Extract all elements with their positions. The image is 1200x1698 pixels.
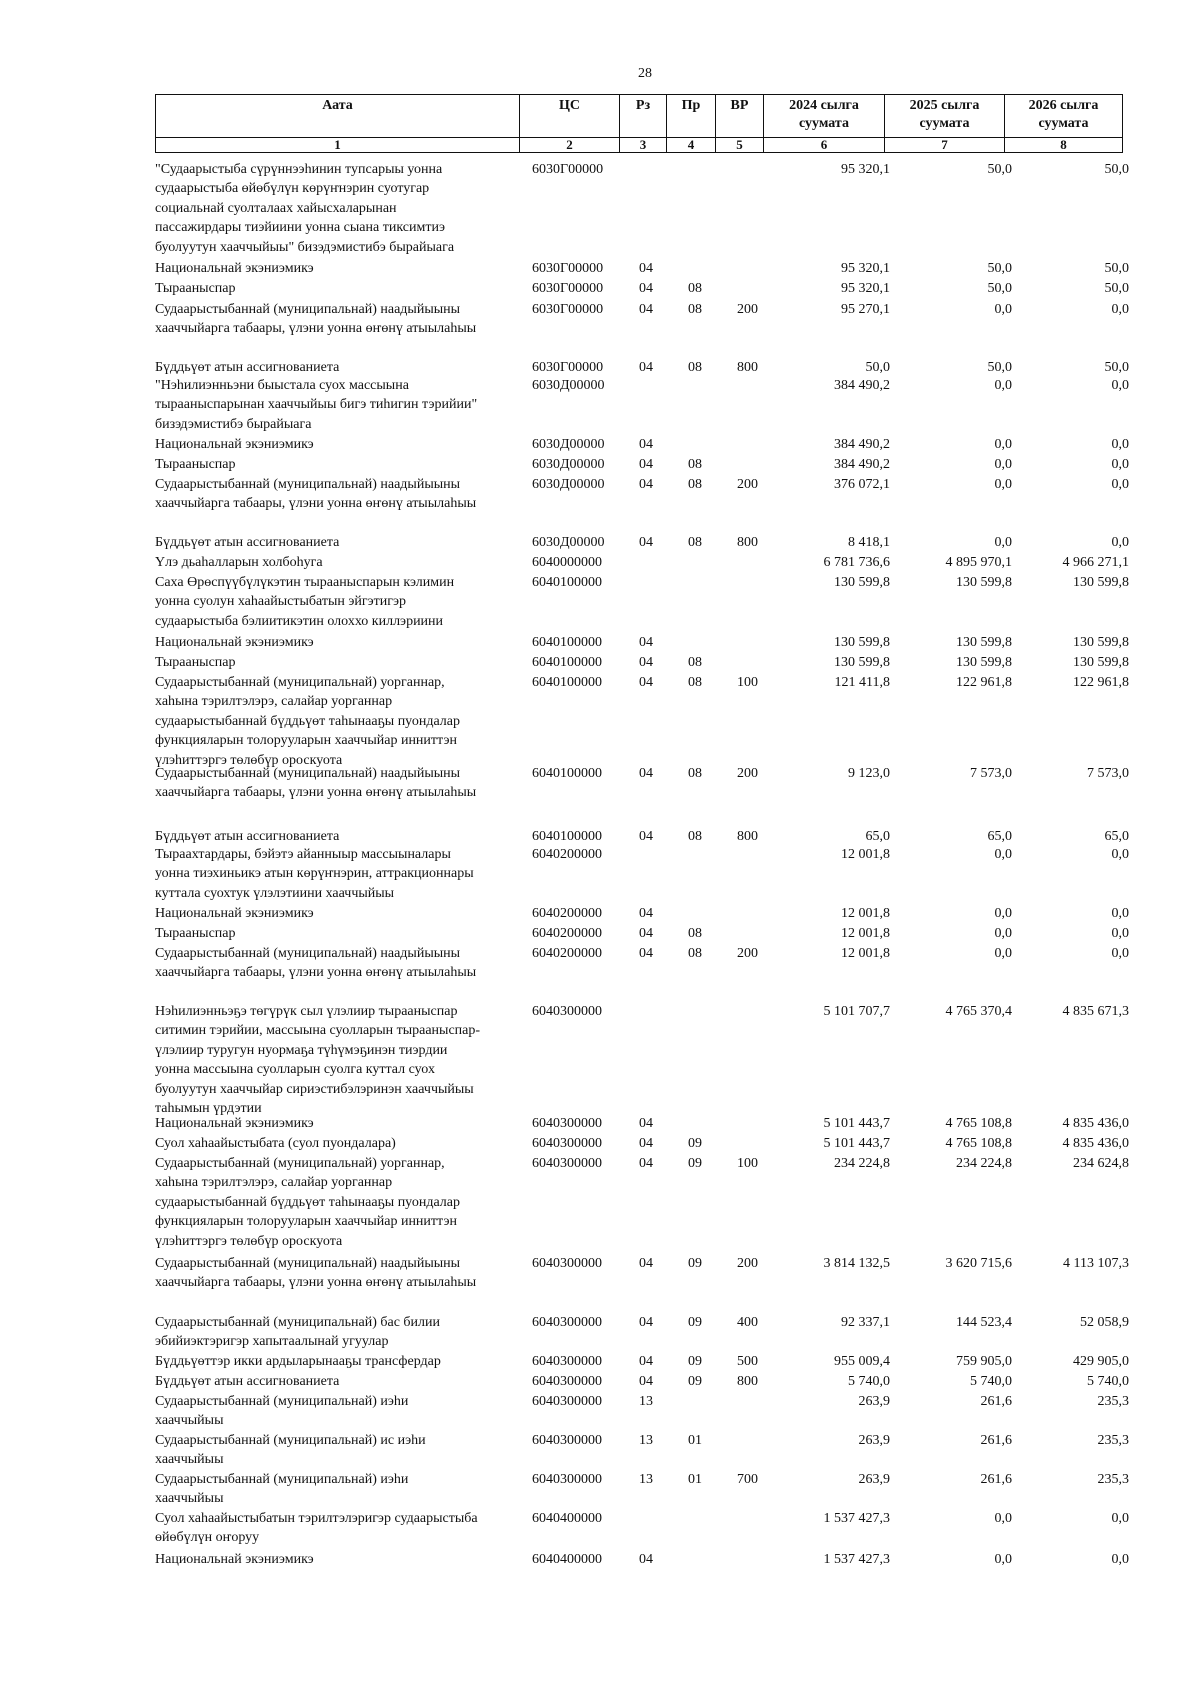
- row-2025: 3 620 715,6: [945, 1256, 1012, 1271]
- row-2025: 130 599,8: [956, 635, 1012, 650]
- row-2024: 95 270,1: [841, 302, 890, 317]
- row-2024: 65,0: [865, 829, 890, 844]
- row-2025: 0,0: [994, 477, 1012, 492]
- row-2024: 234 224,8: [834, 1156, 890, 1171]
- row-pr: 08: [688, 926, 702, 941]
- header-num-1: 1: [156, 138, 520, 153]
- table-header: [155, 94, 1123, 153]
- row-name: Судаарыстыбаннай (муниципальнай) наадыйыыны хааччыйарга табаары, үлэни уонна өҥөнү атыылаһыы: [155, 1256, 477, 1291]
- row-rz: 04: [639, 675, 653, 690]
- row-2025: 0,0: [994, 457, 1012, 472]
- row-name: Судаарыстыбаннай (муниципальнай) ис иэһи хааччыйыы: [155, 1433, 426, 1468]
- row-2026: 4 113 107,3: [1063, 1256, 1129, 1271]
- row-rz: 04: [639, 477, 653, 492]
- row-2026: 0,0: [1111, 847, 1129, 862]
- row-name: Тырааныспар: [155, 457, 236, 472]
- row-2025: 50,0: [987, 281, 1012, 296]
- row-rz: 04: [639, 1156, 653, 1171]
- header-numbers-row: [156, 138, 1123, 153]
- row-cs: 6030Д00000: [532, 437, 605, 452]
- header-num-6: 6: [764, 138, 885, 153]
- row-cs: 6030Д00000: [532, 378, 605, 393]
- row-name: Бүддьүөт атын ассигнованиета: [155, 1374, 340, 1389]
- row-rz: 04: [639, 1136, 653, 1151]
- row-2026: 235,3: [1097, 1394, 1129, 1409]
- row-vr: 200: [737, 766, 758, 781]
- row-name: Судаарыстыбаннай (муниципальнай) наадыйыыны хааччыйарга табаары, үлэни уонна өҥөнү атыылаһыы: [155, 766, 477, 801]
- row-vr: 200: [737, 946, 758, 961]
- row-2024: 130 599,8: [834, 655, 890, 670]
- row-pr: 08: [688, 302, 702, 317]
- header-num-5: 5: [716, 138, 764, 153]
- row-vr: 100: [737, 1156, 758, 1171]
- row-2024: 3 814 132,5: [823, 1256, 890, 1271]
- row-pr: 08: [688, 535, 702, 550]
- row-name: Суол хаһаайыстыбатын тэрилтэлэригэр судаарыстыба өйөбүлүн оҥоруу: [155, 1511, 478, 1546]
- row-rz: 04: [639, 1256, 653, 1271]
- row-name: Бүддьүөт атын ассигнованиета: [155, 535, 340, 550]
- header-name: Аата: [156, 95, 520, 138]
- row-cs: 6040300000: [532, 1433, 602, 1448]
- header-vr: ВР: [716, 95, 764, 138]
- row-2024: 50,0: [865, 360, 890, 375]
- row-2026: 4 835 671,3: [1062, 1004, 1129, 1019]
- row-2025: 759 905,0: [956, 1354, 1012, 1369]
- row-rz: 04: [639, 1374, 653, 1389]
- row-2026: 0,0: [1111, 946, 1129, 961]
- row-2025: 0,0: [994, 302, 1012, 317]
- row-2025: 130 599,8: [956, 575, 1012, 590]
- row-2024: 263,9: [858, 1472, 890, 1487]
- row-2026: 4 966 271,1: [1062, 555, 1129, 570]
- row-name: Судаарыстыбаннай (муниципальнай) уорганнар, хаһына тэрилтэлэрэ, салайар уорганнар судаарыстыбаннай бүддьүөт таһынааҕы пуондалар функцияларын толорууларын хааччыйар инниттэн үлэһиттэргэ төлөбүр ороскуота: [155, 1156, 460, 1249]
- row-cs: 6040200000: [532, 906, 602, 921]
- row-name: Национальнай экэниэмикэ: [155, 635, 314, 650]
- row-2026: 50,0: [1104, 162, 1129, 177]
- row-name: Судаарыстыбаннай (муниципальнай) наадыйыыны хааччыйарга табаары, үлэни уонна өҥөнү атыылаһыы: [155, 477, 477, 512]
- row-2026: 0,0: [1111, 437, 1129, 452]
- row-2024: 1 537 427,3: [823, 1552, 890, 1567]
- header-num-7: 7: [885, 138, 1005, 153]
- row-name: Национальнай экэниэмикэ: [155, 261, 314, 276]
- row-2026: 0,0: [1111, 457, 1129, 472]
- row-2025: 261,6: [980, 1433, 1012, 1448]
- row-name: Судаарыстыбаннай (муниципальнай) бас билии эбийиэктэригэр хапытаалынай угуулар: [155, 1315, 441, 1350]
- row-2026: 7 573,0: [1087, 766, 1129, 781]
- row-cs: 6030Д00000: [532, 457, 605, 472]
- row-cs: 6040400000: [532, 1552, 602, 1567]
- row-rz: 04: [639, 946, 653, 961]
- row-2024: 95 320,1: [841, 261, 890, 276]
- row-name: Суол хаһаайыстыбата (суол пуондалара): [155, 1136, 396, 1151]
- row-rz: 04: [639, 1354, 653, 1369]
- header-2026: 2026 сылга суумата: [1005, 95, 1123, 138]
- row-rz: 04: [639, 926, 653, 941]
- row-cs: 6040300000: [532, 1156, 602, 1171]
- row-cs: 6040200000: [532, 926, 602, 941]
- row-2024: 9 123,0: [848, 766, 890, 781]
- row-rz: 13: [639, 1394, 653, 1409]
- row-2024: 92 337,1: [841, 1315, 890, 1330]
- row-2025: 50,0: [987, 360, 1012, 375]
- row-pr: 01: [688, 1472, 702, 1487]
- row-2025: 65,0: [987, 829, 1012, 844]
- row-vr: 200: [737, 1256, 758, 1271]
- row-2024: 121 411,8: [834, 675, 890, 690]
- row-name: Тыраахтардары, бэйэтэ айанныыр массыыналары уонна тиэхиньикэ атын көрүҥнэрин, аттракционнары куттала суохтук үлэлэтиини хааччыйыы: [155, 847, 474, 901]
- row-2026: 0,0: [1111, 477, 1129, 492]
- row-rz: 04: [639, 457, 653, 472]
- row-2025: 130 599,8: [956, 655, 1012, 670]
- header-num-4: 4: [667, 138, 716, 153]
- row-cs: 6040300000: [532, 1315, 602, 1330]
- row-pr: 09: [688, 1156, 702, 1171]
- row-rz: 04: [639, 261, 653, 276]
- row-cs: 6030Д00000: [532, 477, 605, 492]
- row-name: Бүддьүөт атын ассигнованиета: [155, 829, 340, 844]
- row-pr: 08: [688, 457, 702, 472]
- row-2025: 0,0: [994, 926, 1012, 941]
- row-2026: 235,3: [1097, 1433, 1129, 1448]
- row-2024: 263,9: [858, 1394, 890, 1409]
- row-cs: 6040100000: [532, 675, 602, 690]
- row-2024: 1 537 427,3: [823, 1511, 890, 1526]
- header-num-2: 2: [520, 138, 620, 153]
- row-cs: 6030Г00000: [532, 162, 604, 177]
- row-cs: 6040300000: [532, 1394, 602, 1409]
- row-2025: 0,0: [994, 378, 1012, 393]
- header-cs: ЦС: [520, 95, 620, 138]
- row-pr: 08: [688, 829, 702, 844]
- row-rz: 04: [639, 360, 653, 375]
- row-name: "Нэһилиэнньэни быыстала суох массыына тырааныспарынан хааччыйыы бигэ тиһигин тэрийии" бизэдэмистибэ бырайыага: [155, 378, 478, 432]
- row-vr: 800: [737, 535, 758, 550]
- row-pr: 08: [688, 766, 702, 781]
- row-pr: 08: [688, 477, 702, 492]
- row-vr: 800: [737, 1374, 758, 1389]
- row-vr: 400: [737, 1315, 758, 1330]
- row-cs: 6030Г00000: [532, 360, 604, 375]
- row-2024: 6 781 736,6: [823, 555, 890, 570]
- row-2026: 0,0: [1111, 302, 1129, 317]
- row-2024: 130 599,8: [834, 575, 890, 590]
- row-2025: 261,6: [980, 1472, 1012, 1487]
- row-rz: 13: [639, 1433, 653, 1448]
- row-cs: 6040100000: [532, 766, 602, 781]
- row-2025: 0,0: [994, 946, 1012, 961]
- row-cs: 6030Г00000: [532, 261, 604, 276]
- row-2024: 12 001,8: [841, 946, 890, 961]
- row-2024: 384 490,2: [834, 378, 890, 393]
- row-2026: 122 961,8: [1073, 675, 1129, 690]
- row-2026: 4 835 436,0: [1062, 1136, 1129, 1151]
- row-2026: 65,0: [1104, 829, 1129, 844]
- row-rz: 04: [639, 437, 653, 452]
- row-cs: 6040100000: [532, 655, 602, 670]
- header-pr: Пр: [667, 95, 716, 138]
- row-cs: 6040200000: [532, 946, 602, 961]
- row-cs: 6030Г00000: [532, 281, 604, 296]
- header-num-8: 8: [1005, 138, 1123, 153]
- row-2026: 130 599,8: [1073, 655, 1129, 670]
- row-2024: 384 490,2: [834, 457, 890, 472]
- row-2024: 12 001,8: [841, 847, 890, 862]
- row-cs: 6040400000: [532, 1511, 602, 1526]
- row-2024: 384 490,2: [834, 437, 890, 452]
- row-2024: 95 320,1: [841, 162, 890, 177]
- header-rz: Рз: [620, 95, 667, 138]
- row-2025: 144 523,4: [956, 1315, 1012, 1330]
- row-2025: 4 765 370,4: [945, 1004, 1012, 1019]
- row-2024: 376 072,1: [834, 477, 890, 492]
- row-name: Судаарыстыбаннай (муниципальнай) наадыйыыны хааччыйарга табаары, үлэни уонна өҥөнү атыылаһыы: [155, 302, 477, 337]
- row-2025: 5 740,0: [970, 1374, 1012, 1389]
- row-2025: 261,6: [980, 1394, 1012, 1409]
- row-name: Судаарыстыбаннай (муниципальнай) наадыйыыны хааччыйарга табаары, үлэни уонна өҥөнү атыылаһыы: [155, 946, 477, 981]
- row-2026: 0,0: [1111, 1552, 1129, 1567]
- row-pr: 08: [688, 360, 702, 375]
- row-cs: 6040300000: [532, 1472, 602, 1487]
- row-cs: 6040200000: [532, 847, 602, 862]
- row-pr: 08: [688, 655, 702, 670]
- row-2026: 234 624,8: [1073, 1156, 1129, 1171]
- row-2026: 130 599,8: [1073, 635, 1129, 650]
- page-number: 28: [638, 66, 652, 81]
- row-2026: 50,0: [1104, 281, 1129, 296]
- row-rz: 04: [639, 1315, 653, 1330]
- row-name: Национальнай экэниэмикэ: [155, 1552, 314, 1567]
- row-rz: 13: [639, 1472, 653, 1487]
- row-name: Судаарыстыбаннай (муниципальнай) иэһи хааччыйыы: [155, 1394, 409, 1429]
- row-2026: 130 599,8: [1073, 575, 1129, 590]
- row-cs: 6040300000: [532, 1256, 602, 1271]
- row-vr: 200: [737, 302, 758, 317]
- row-cs: 6040100000: [532, 829, 602, 844]
- row-2024: 955 009,4: [834, 1354, 890, 1369]
- row-2025: 0,0: [994, 535, 1012, 550]
- row-2026: 0,0: [1111, 1511, 1129, 1526]
- row-pr: 08: [688, 281, 702, 296]
- row-pr: 09: [688, 1374, 702, 1389]
- row-cs: 6040300000: [532, 1004, 602, 1019]
- row-2024: 5 740,0: [848, 1374, 890, 1389]
- row-rz: 04: [639, 829, 653, 844]
- row-vr: 800: [737, 829, 758, 844]
- row-pr: 09: [688, 1256, 702, 1271]
- row-cs: 6040000000: [532, 555, 602, 570]
- row-cs: 6040100000: [532, 635, 602, 650]
- header-2024: 2024 сылга суумата: [764, 95, 885, 138]
- row-name: Национальнай экэниэмикэ: [155, 906, 314, 921]
- row-name: Тырааныспар: [155, 281, 236, 296]
- header-2025: 2025 сылга суумата: [885, 95, 1005, 138]
- row-2024: 95 320,1: [841, 281, 890, 296]
- row-name: Тырааныспар: [155, 655, 236, 670]
- row-2024: 12 001,8: [841, 906, 890, 921]
- row-pr: 01: [688, 1433, 702, 1448]
- row-2026: 5 740,0: [1087, 1374, 1129, 1389]
- row-name: "Судаарыстыба сүрүннээһинин тупсарыы уонна судаарыстыба өйөбүлүн көрүҥнэрин суотугар социальнай суолталаах хайысхаларынан пассажирдары тиэйиини уонна сыана тиксимтиэ буолуутун хааччыйыы" бизэдэмистибэ бырайыага: [155, 162, 455, 255]
- row-name: Саха Өрөспүүбүлүкэтин тырааныспарын кэлимин уонна суолун хаһаайыстыбатын эйгэтигэр судаарыстыба бэлиитикэтин олоххо киллэриини: [155, 575, 455, 629]
- row-2025: 0,0: [994, 1511, 1012, 1526]
- row-name: Национальнай экэниэмикэ: [155, 437, 314, 452]
- row-2026: 0,0: [1111, 906, 1129, 921]
- row-rz: 04: [639, 535, 653, 550]
- row-2025: 0,0: [994, 906, 1012, 921]
- row-2025: 4 765 108,8: [945, 1136, 1012, 1151]
- row-rz: 04: [639, 281, 653, 296]
- row-2024: 12 001,8: [841, 926, 890, 941]
- row-2026: 52 058,9: [1080, 1315, 1129, 1330]
- row-cs: 6030Д00000: [532, 535, 605, 550]
- row-2026: 429 905,0: [1073, 1354, 1129, 1369]
- row-2025: 4 765 108,8: [945, 1116, 1012, 1131]
- row-2026: 4 835 436,0: [1062, 1116, 1129, 1131]
- row-2026: 50,0: [1104, 360, 1129, 375]
- row-rz: 04: [639, 302, 653, 317]
- row-name: Нэһилиэнньэҕэ төгүрүк сыл үлэлиир тырааныспар ситимин тэрийии, массыына суолларын тырааныспар- үлэлиир туругун нуормаҕа түһүмэҕинэн тиэрдии уонна массыына суолларын суолга куттал суох буолуутун хааччыйар сириэстибэлэринэн хааччыйыы таһымын үрдэтии: [155, 1004, 481, 1117]
- row-vr: 500: [737, 1354, 758, 1369]
- row-cs: 6040300000: [532, 1354, 602, 1369]
- row-rz: 04: [639, 1552, 653, 1567]
- row-pr: 09: [688, 1315, 702, 1330]
- row-cs: 6040300000: [532, 1136, 602, 1151]
- row-pr: 08: [688, 946, 702, 961]
- row-cs: 6040300000: [532, 1116, 602, 1131]
- row-2025: 50,0: [987, 162, 1012, 177]
- row-2026: 50,0: [1104, 261, 1129, 276]
- row-name: Национальнай экэниэмикэ: [155, 1116, 314, 1131]
- row-2024: 5 101 443,7: [823, 1136, 890, 1151]
- row-2024: 5 101 707,7: [823, 1004, 890, 1019]
- row-name: Судаарыстыбаннай (муниципальнай) иэһи хааччыйыы: [155, 1472, 409, 1507]
- row-pr: 08: [688, 675, 702, 690]
- row-rz: 04: [639, 906, 653, 921]
- row-vr: 200: [737, 477, 758, 492]
- row-name: Судаарыстыбаннай (муниципальнай) уорганнар, хаһына тэрилтэлэрэ, салайар уорганнар судаарыстыбаннай бүддьүөт таһынааҕы пуондалар функцияларын толорууларын хааччыйар инниттэн үлэһиттэргэ төлөбүр ороскуота: [155, 675, 460, 768]
- row-2025: 234 224,8: [956, 1156, 1012, 1171]
- row-name: Бүддьүөт атын ассигнованиета: [155, 360, 340, 375]
- row-2025: 0,0: [994, 847, 1012, 862]
- row-vr: 700: [737, 1472, 758, 1487]
- row-cs: 6030Г00000: [532, 302, 604, 317]
- row-2025: 122 961,8: [956, 675, 1012, 690]
- row-name: Үлэ дьаһалларын холбоһуга: [155, 555, 323, 570]
- row-cs: 6040100000: [532, 575, 602, 590]
- row-2026: 0,0: [1111, 926, 1129, 941]
- row-name: Бүддьүөттэр икки ардыларынааҕы трансфердар: [155, 1354, 441, 1369]
- row-name: Тырааныспар: [155, 926, 236, 941]
- row-rz: 04: [639, 655, 653, 670]
- row-2026: 235,3: [1097, 1472, 1129, 1487]
- row-vr: 100: [737, 675, 758, 690]
- row-pr: 09: [688, 1136, 702, 1151]
- row-2024: 130 599,8: [834, 635, 890, 650]
- row-2025: 4 895 970,1: [945, 555, 1012, 570]
- row-2024: 263,9: [858, 1433, 890, 1448]
- row-rz: 04: [639, 635, 653, 650]
- row-2024: 5 101 443,7: [823, 1116, 890, 1131]
- row-2025: 50,0: [987, 261, 1012, 276]
- row-2025: 0,0: [994, 437, 1012, 452]
- row-2025: 7 573,0: [970, 766, 1012, 781]
- row-2026: 0,0: [1111, 378, 1129, 393]
- row-rz: 04: [639, 1116, 653, 1131]
- row-2025: 0,0: [994, 1552, 1012, 1567]
- header-num-3: 3: [620, 138, 667, 153]
- row-pr: 09: [688, 1354, 702, 1369]
- header-labels-row: [156, 95, 1123, 138]
- row-vr: 800: [737, 360, 758, 375]
- row-rz: 04: [639, 766, 653, 781]
- row-cs: 6040300000: [532, 1374, 602, 1389]
- row-2026: 0,0: [1111, 535, 1129, 550]
- row-2024: 8 418,1: [848, 535, 890, 550]
